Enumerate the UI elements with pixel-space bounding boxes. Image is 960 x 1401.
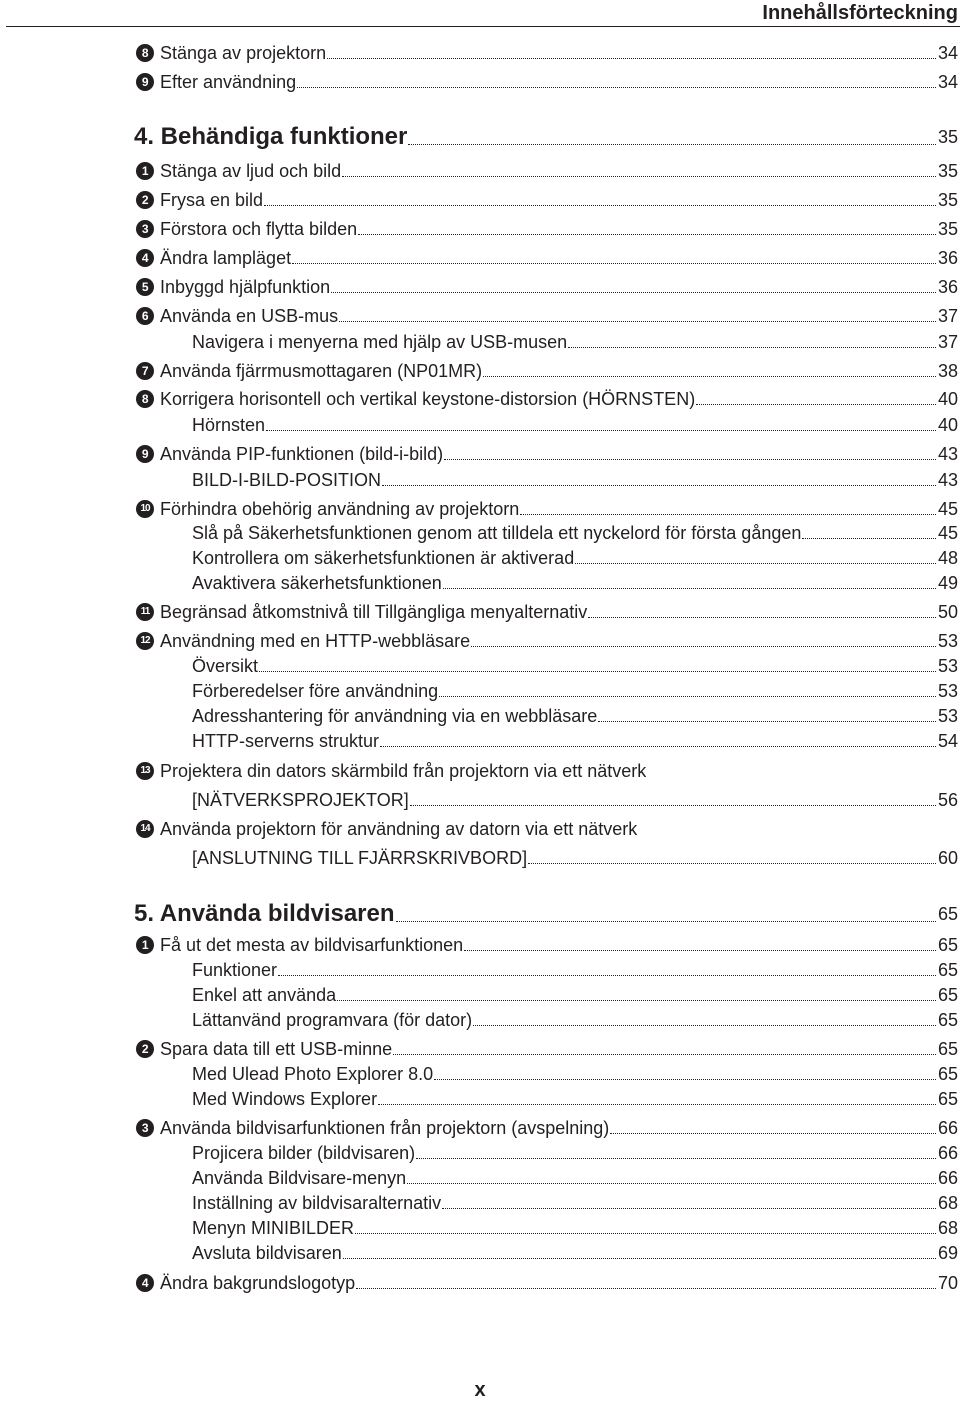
toc-entry[interactable]	[160, 247, 958, 269]
toc-entry[interactable]	[192, 1192, 958, 1214]
page-ref: 53	[937, 631, 958, 651]
toc-entry[interactable]	[192, 1242, 958, 1264]
page-ref: 70	[937, 1273, 958, 1293]
item-number-badge: 7	[136, 362, 154, 380]
toc-entry[interactable]	[160, 305, 958, 327]
item-number-badge: 13	[136, 762, 154, 780]
page-ref: 65	[937, 1010, 958, 1030]
page-ref: 45	[937, 523, 958, 543]
page-ref: 65	[937, 935, 958, 955]
toc-entry[interactable]	[160, 71, 958, 93]
item-number-badge: 3	[136, 1119, 154, 1137]
page-ref: 68	[937, 1218, 958, 1238]
toc-entry[interactable]	[192, 469, 958, 491]
dot-leader	[444, 459, 936, 460]
toc-entry[interactable]	[192, 730, 958, 752]
dot-leader	[610, 1133, 936, 1134]
entry-title: [ANSLUTNING TILL FJÄRRSKRIVBORD]	[192, 848, 528, 868]
toc-entry[interactable]	[160, 498, 958, 520]
toc-entry[interactable]	[160, 630, 958, 652]
item-number-badge: 11	[136, 603, 154, 621]
entry-title: Få ut det mesta av bildvisarfunktionen	[160, 935, 464, 955]
toc-entry[interactable]	[192, 572, 958, 594]
entry-title: Avsluta bildvisaren	[192, 1243, 342, 1263]
dot-leader	[410, 805, 936, 806]
toc-entry[interactable]	[160, 189, 958, 211]
page-ref: 35	[937, 161, 958, 181]
toc-entry[interactable]	[192, 547, 958, 569]
entry-title: Med Windows Explorer	[192, 1089, 378, 1109]
page-ref: 50	[937, 602, 958, 622]
toc-entry[interactable]	[192, 1009, 958, 1031]
dot-leader	[331, 292, 936, 293]
entry-title: Avaktivera säkerhetsfunktionen	[192, 573, 442, 593]
entry-title: Förberedelser före användning	[192, 681, 439, 701]
page-ref: 65	[937, 985, 958, 1005]
dot-leader	[266, 430, 936, 431]
dot-leader	[434, 1079, 936, 1080]
entry-title: Korrigera horisontell och vertikal keystone-distorsion (HÖRNSTEN)	[160, 389, 696, 409]
item-number-badge: 8	[136, 390, 154, 408]
page-ref: 65	[937, 904, 958, 924]
toc-entry[interactable]	[192, 522, 958, 544]
toc-entry[interactable]	[192, 414, 958, 436]
page-ref: 35	[937, 127, 958, 147]
dot-leader	[568, 347, 936, 348]
entry-title-line[interactable]: Projektera din dators skärmbild från projektorn via ett nätverk	[160, 761, 647, 781]
dot-leader	[378, 1104, 936, 1105]
dot-leader	[443, 588, 936, 589]
toc-entry[interactable]	[192, 331, 958, 353]
dot-leader	[264, 205, 936, 206]
page-ref: 40	[937, 389, 958, 409]
entry-title: Frysa en bild	[160, 190, 264, 210]
page-ref: 40	[937, 415, 958, 435]
entry-title: Stänga av projektorn	[160, 43, 327, 63]
toc-entry[interactable]	[192, 680, 958, 702]
page-ref: 45	[937, 499, 958, 519]
dot-leader	[408, 144, 936, 145]
page-number: x	[474, 1379, 486, 1401]
toc-entry[interactable]	[192, 1217, 958, 1239]
entry-title: Användning med en HTTP-webbläsare	[160, 631, 471, 651]
dot-leader	[442, 1208, 936, 1209]
item-number-badge: 3	[136, 220, 154, 238]
dot-leader	[588, 617, 936, 618]
toc-entry[interactable]	[160, 601, 958, 623]
dot-leader	[528, 863, 936, 864]
item-number-badge: 9	[136, 445, 154, 463]
page-ref: 43	[937, 470, 958, 490]
page-ref: 65	[937, 1064, 958, 1084]
page-ref: 56	[937, 790, 958, 810]
header-title: Innehållsförteckning	[762, 2, 958, 24]
section-title: 5. Använda bildvisaren	[134, 900, 395, 927]
page-ref: 66	[937, 1168, 958, 1188]
dot-leader	[407, 1183, 936, 1184]
item-number-badge: 6	[136, 307, 154, 325]
item-number-badge: 8	[136, 44, 154, 62]
entry-title: Ändra bakgrundslogotyp	[160, 1273, 356, 1293]
dot-leader	[464, 950, 936, 951]
toc-entry[interactable]	[160, 160, 958, 182]
toc-entry[interactable]	[160, 276, 958, 298]
dot-leader	[327, 58, 936, 59]
dot-leader	[473, 1025, 936, 1026]
page-ref: 35	[937, 190, 958, 210]
toc-entry[interactable]	[192, 847, 958, 869]
dot-leader	[297, 87, 936, 88]
dot-leader	[416, 1158, 936, 1159]
item-number-badge: 9	[136, 73, 154, 91]
toc-entry[interactable]	[160, 934, 958, 956]
dot-leader	[393, 1054, 936, 1055]
toc-entry[interactable]	[192, 789, 958, 811]
toc-entry[interactable]	[192, 984, 958, 1006]
page-ref: 43	[937, 444, 958, 464]
toc-entry[interactable]	[160, 443, 958, 465]
toc-entry[interactable]	[160, 1272, 958, 1294]
page-ref: 65	[937, 1089, 958, 1109]
toc-entry[interactable]	[192, 1142, 958, 1164]
entry-title: BILD-I-BILD-POSITION	[192, 470, 382, 490]
toc-entry[interactable]	[160, 1117, 958, 1139]
page-ref: 68	[937, 1193, 958, 1213]
entry-title: Slå på Säkerhetsfunktionen genom att tilldela ett nyckelord för första gången	[192, 523, 802, 543]
entry-title: Stänga av ljud och bild	[160, 161, 342, 181]
entry-title: Översikt	[192, 656, 259, 676]
dot-leader	[396, 921, 936, 922]
entry-title: Begränsad åtkomstnivå till Tillgängliga menyalternativ	[160, 602, 588, 622]
page-ref: 36	[937, 248, 958, 268]
page-ref: 53	[937, 656, 958, 676]
page-ref: 48	[937, 548, 958, 568]
page-ref: 53	[937, 706, 958, 726]
dot-leader	[575, 563, 936, 564]
dot-leader	[337, 1000, 936, 1001]
section-heading[interactable]	[134, 124, 958, 150]
page-ref: 37	[937, 332, 958, 352]
entry-title: HTTP-serverns struktur	[192, 731, 380, 751]
page-ref: 69	[937, 1243, 958, 1263]
entry-title: Inställning av bildvisaralternativ	[192, 1193, 442, 1213]
page-ref: 65	[937, 1039, 958, 1059]
item-number-badge: 1	[136, 936, 154, 954]
dot-leader	[471, 646, 936, 647]
toc-entry[interactable]	[160, 1038, 958, 1060]
entry-title: Använda en USB-mus	[160, 306, 339, 326]
toc-entry[interactable]	[192, 655, 958, 677]
dot-leader	[520, 514, 936, 515]
toc-entry[interactable]	[160, 360, 958, 382]
entry-title: Menyn MINIBILDER	[192, 1218, 355, 1238]
page-ref: 37	[937, 306, 958, 326]
entry-title: Ändra lampläget	[160, 248, 292, 268]
dot-leader	[380, 746, 936, 747]
entry-title: Lättanvänd programvara (för dator)	[192, 1010, 473, 1030]
entry-title: Använda fjärrmusmottagaren (NP01MR)	[160, 361, 483, 381]
dot-leader	[358, 234, 936, 235]
item-number-badge: 12	[136, 632, 154, 650]
toc-entry[interactable]	[192, 1063, 958, 1085]
entry-title: Efter användning	[160, 72, 297, 92]
page-ref: 36	[937, 277, 958, 297]
toc-entry[interactable]	[192, 1167, 958, 1189]
entry-title: Hörnsten	[192, 415, 266, 435]
item-number-badge: 14	[136, 820, 154, 838]
page-ref: 65	[937, 960, 958, 980]
entry-title: Använda PIP-funktionen (bild-i-bild)	[160, 444, 444, 464]
dot-leader	[439, 696, 936, 697]
entry-title: Spara data till ett USB-minne	[160, 1039, 393, 1059]
dot-leader	[342, 176, 936, 177]
dot-leader	[343, 1258, 936, 1259]
item-number-badge: 10	[136, 500, 154, 518]
dot-leader	[696, 404, 936, 405]
page-ref: 53	[937, 681, 958, 701]
toc-entry[interactable]	[192, 959, 958, 981]
toc-entry[interactable]	[192, 705, 958, 727]
dot-leader	[598, 721, 936, 722]
toc-entry[interactable]	[192, 1088, 958, 1110]
entry-title: Förhindra obehörig användning av projektorn	[160, 499, 520, 519]
item-number-badge: 4	[136, 249, 154, 267]
entry-title: Inbyggd hjälpfunktion	[160, 277, 331, 297]
dot-leader	[292, 263, 936, 264]
page-ref: 54	[937, 731, 958, 751]
entry-title: Kontrollera om säkerhetsfunktionen är aktiverad	[192, 548, 575, 568]
page-ref: 66	[937, 1143, 958, 1163]
entry-title-line[interactable]: Använda projektorn för användning av datorn via ett nätverk	[160, 819, 638, 839]
dot-leader	[259, 671, 936, 672]
dot-leader	[382, 485, 936, 486]
entry-title: Adresshantering för användning via en webbläsare	[192, 706, 598, 726]
page-ref: 49	[937, 573, 958, 593]
item-number-badge: 2	[136, 1040, 154, 1058]
entry-title: Funktioner	[192, 960, 278, 980]
page-ref: 60	[937, 848, 958, 868]
entry-title: Navigera i menyerna med hjälp av USB-musen	[192, 332, 568, 352]
page-ref: 66	[937, 1118, 958, 1138]
entry-title: Projicera bilder (bildvisaren)	[192, 1143, 416, 1163]
entry-title: Använda bildvisarfunktionen från projektorn (avspelning)	[160, 1118, 610, 1138]
entry-title: Enkel att använda	[192, 985, 337, 1005]
item-number-badge: 1	[136, 162, 154, 180]
dot-leader	[356, 1288, 936, 1289]
page-ref: 34	[937, 72, 958, 92]
toc-entry[interactable]	[160, 388, 958, 410]
dot-leader	[483, 376, 936, 377]
entry-title: Med Ulead Photo Explorer 8.0	[192, 1064, 434, 1084]
dot-leader	[355, 1233, 936, 1234]
dot-leader	[802, 538, 936, 539]
dot-leader	[339, 321, 936, 322]
page-ref: 38	[937, 361, 958, 381]
item-number-badge: 5	[136, 278, 154, 296]
item-number-badge: 4	[136, 1274, 154, 1292]
section-heading[interactable]	[134, 901, 958, 927]
toc-entry[interactable]	[160, 218, 958, 240]
page-ref: 35	[937, 219, 958, 239]
section-title: 4. Behändiga funktioner	[134, 123, 408, 150]
entry-title: Förstora och flytta bilden	[160, 219, 358, 239]
page-ref: 34	[937, 43, 958, 63]
item-number-badge: 2	[136, 191, 154, 209]
toc-entry[interactable]	[160, 42, 958, 64]
entry-title: [NÄTVERKSPROJEKTOR]	[192, 790, 409, 810]
entry-title: Använda Bildvisare-menyn	[192, 1168, 407, 1188]
dot-leader	[278, 975, 936, 976]
